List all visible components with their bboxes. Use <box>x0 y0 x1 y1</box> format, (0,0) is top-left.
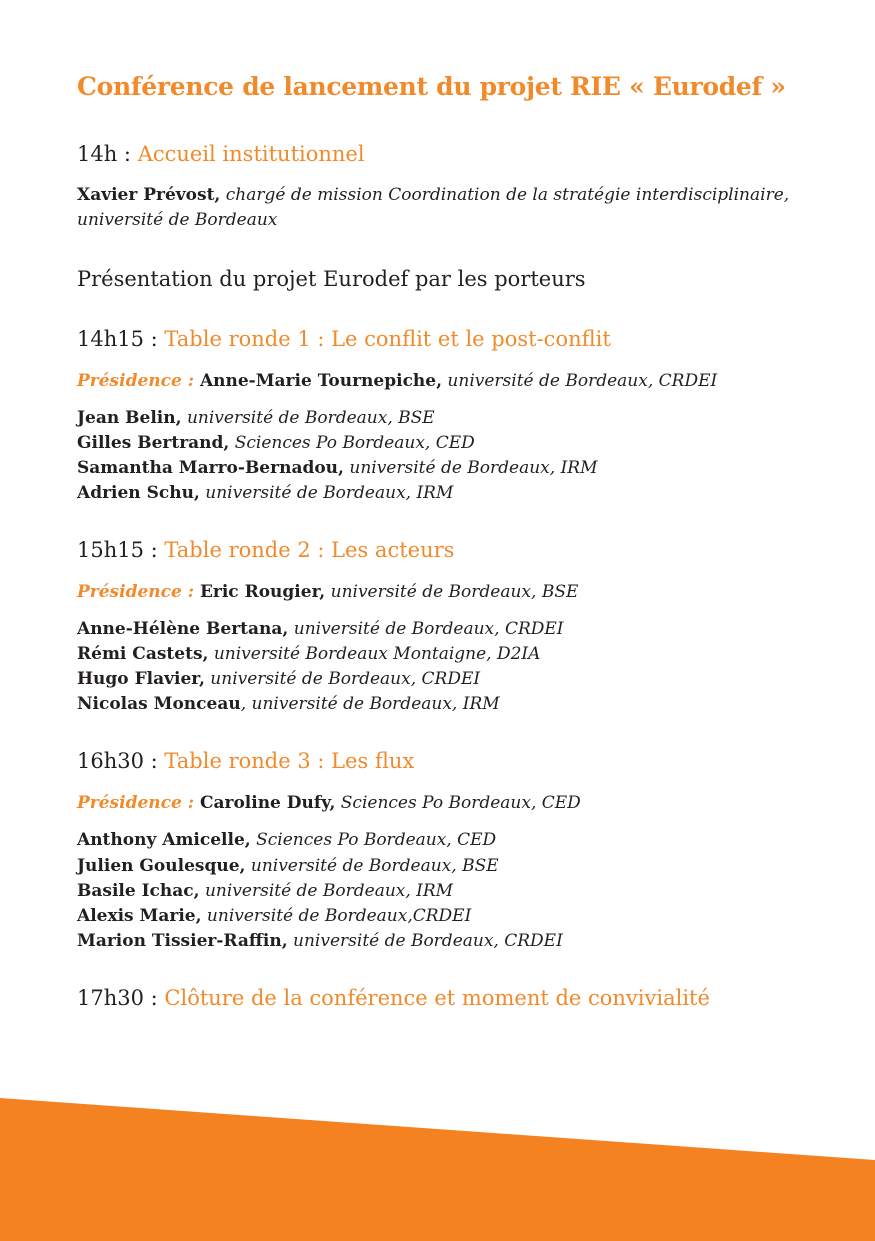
speaker-name: Nicolas Monceau <box>77 694 241 714</box>
round1-presidence-label: Présidence : <box>77 371 200 391</box>
speaker-name: Rémi Castets, <box>77 644 209 664</box>
welcome-speaker-line2 <box>77 208 277 233</box>
round2-heading <box>77 538 454 562</box>
speaker-affiliation: université de Bordeaux, BSE <box>181 408 435 428</box>
round3-presidence-label: Présidence : <box>77 793 200 813</box>
round2-presidence-label: Présidence : <box>77 582 200 602</box>
round1-speaker <box>77 481 453 506</box>
presentation-heading: Présentation du projet Eurodef par les porteurs <box>77 267 586 291</box>
closing-heading <box>77 986 710 1010</box>
welcome-time: 14h : <box>77 142 138 166</box>
round1-time: 14h15 : <box>77 327 165 351</box>
round1-chair <box>77 369 717 394</box>
round1-chair-name: Anne-Marie Tournepiche, <box>199 371 443 391</box>
round2-speaker <box>77 667 480 692</box>
welcome-speaker-line1 <box>77 183 789 208</box>
footer-band-shape <box>0 1098 875 1241</box>
round3-time: 16h30 : <box>77 749 165 773</box>
round2-chair <box>77 580 578 605</box>
page-title: Conférence de lancement du projet RIE « Eurodef » <box>77 72 786 101</box>
speaker-name: Hugo Flavier, <box>77 669 205 689</box>
speaker-affiliation: université de Bordeaux, CRDEI <box>287 931 563 951</box>
round3-speaker <box>77 828 496 853</box>
round3-speaker <box>77 854 499 879</box>
round2-speaker <box>77 642 540 667</box>
welcome-speaker-role-cont: université de Bordeaux <box>77 210 278 230</box>
round2-speaker <box>77 617 564 642</box>
round2-chair-name: Eric Rougier, <box>199 582 326 602</box>
round2-chair-aff: université de Bordeaux, BSE <box>325 582 579 602</box>
speaker-affiliation: université de Bordeaux, CRDEI <box>204 669 481 689</box>
speaker-affiliation: Sciences Po Bordeaux, CED <box>229 433 475 453</box>
speaker-affiliation: Sciences Po Bordeaux, CED <box>250 830 497 850</box>
round1-heading <box>77 327 611 351</box>
speaker-name: Samantha Marro-Bernadou, <box>77 458 344 478</box>
round2-time: 15h15 : <box>77 538 165 562</box>
speaker-affiliation: université de Bordeaux, CRDEI <box>288 619 564 639</box>
speaker-affiliation: université de Bordeaux, IRM <box>199 881 454 901</box>
closing-time: 17h30 : <box>77 986 165 1010</box>
speaker-name: Adrien Schu, <box>77 483 200 503</box>
welcome-speaker-role: chargé de mission Coordination de la stratégie interdisciplinaire, <box>220 185 790 205</box>
round2-speaker <box>77 692 500 717</box>
speaker-affiliation: université de Bordeaux, IRM <box>343 458 598 478</box>
round3-chair-aff: Sciences Po Bordeaux, CED <box>335 793 581 813</box>
speaker-name: Alexis Marie, <box>77 906 202 926</box>
round3-chair-name: Caroline Dufy, <box>199 793 336 813</box>
round1-chair-aff: université de Bordeaux, CRDEI <box>442 371 718 391</box>
speaker-name: Anne-Hélène Bertana, <box>77 619 289 639</box>
speaker-name: Julien Goulesque, <box>77 856 246 876</box>
closing-label: Clôture de la conférence et moment de convivialité <box>164 986 710 1010</box>
round3-label: Table ronde 3 : Les flux <box>164 749 415 773</box>
speaker-name: Marion Tissier-Raffin, <box>77 931 288 951</box>
round1-speaker <box>77 406 435 431</box>
round3-speaker <box>77 879 453 904</box>
speaker-affiliation: université Bordeaux Montaigne, D2IA <box>208 644 541 664</box>
speaker-affiliation: université de Bordeaux, BSE <box>245 856 499 876</box>
speaker-name: Gilles Bertrand, <box>77 433 230 453</box>
speaker-affiliation: université de Bordeaux,CRDEI <box>201 906 472 926</box>
speaker-affiliation: université de Bordeaux, IRM <box>199 483 454 503</box>
speaker-name: Basile Ichac, <box>77 881 200 901</box>
round3-speaker <box>77 904 471 929</box>
welcome-speaker-name: Xavier Prévost, <box>77 185 221 205</box>
round2-label: Table ronde 2 : Les acteurs <box>164 538 455 562</box>
footer-orange-band <box>0 1098 875 1241</box>
round1-label: Table ronde 1 : Le conflit et le post-conflit <box>164 327 611 351</box>
round3-speaker <box>77 929 563 954</box>
speaker-name: Jean Belin, <box>77 408 182 428</box>
round1-speaker <box>77 431 475 456</box>
round3-heading <box>77 749 414 773</box>
speaker-name: Anthony Amicelle, <box>77 830 251 850</box>
welcome-label: Accueil institutionnel <box>137 142 365 166</box>
welcome-heading <box>77 142 365 166</box>
round3-chair <box>77 791 581 816</box>
round1-speaker <box>77 456 598 481</box>
speaker-affiliation: , université de Bordeaux, IRM <box>240 694 500 714</box>
